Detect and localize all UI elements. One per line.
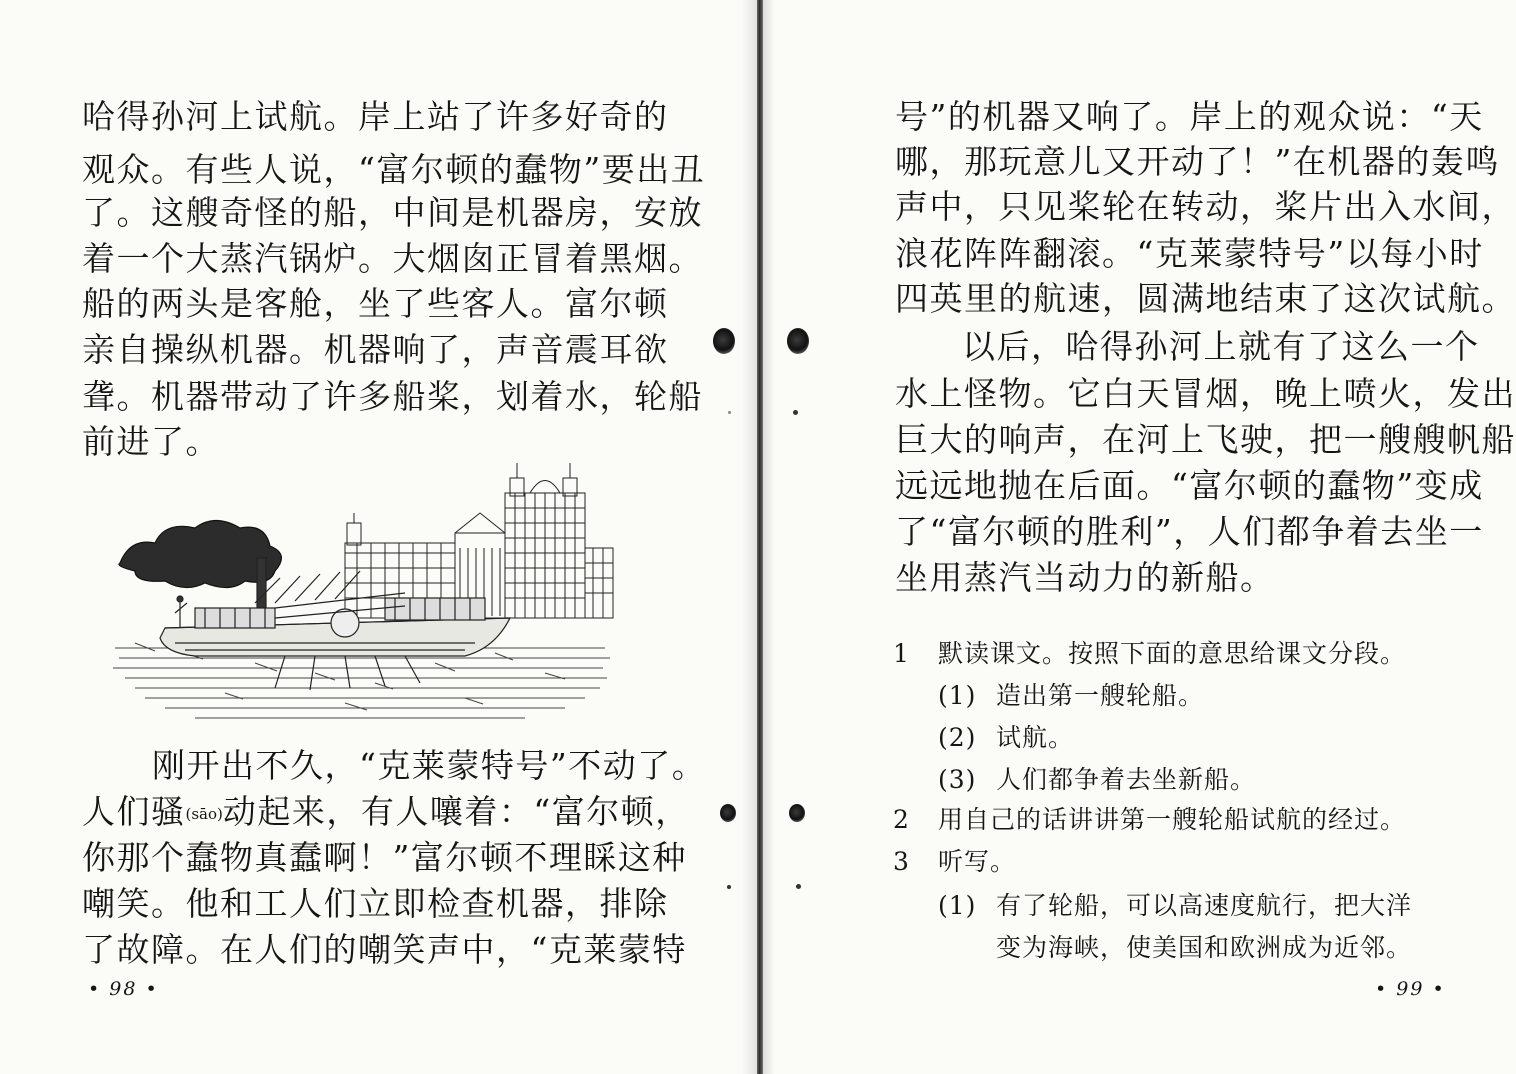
text-fragment: 动起来，有人嚷着：“富尔顿， [222,792,690,831]
exercise-number: 3 [893,847,910,876]
text-line: 声中，只见桨轮在转动，桨片出入水间， [895,187,1516,226]
exercise-text: 听写。 [938,847,1017,876]
text-line: 嘲笑。他和工人们立即检查机器，排除 [82,884,669,923]
text-line: 观众。有些人说，“富尔顿的蠢物”要出丑 [82,150,706,189]
exercise-number: 1 [893,639,910,668]
text-line: 刚开出不久，“克莱蒙特号”不动了。 [152,746,707,785]
text-line [82,790,690,836]
text-line: 哪，那玩意儿又开动了！”在机器的轰鸣 [895,142,1500,181]
text-line: 哈得孙河上试航。岸上站了许多好奇的 [82,97,669,136]
page-number: • 98 • [88,978,159,1000]
exercise-number: 2 [893,805,910,834]
text-line: 远远地抛在后面。“富尔顿的蠢物”变成 [895,466,1484,505]
steamboat-illustration [105,458,615,730]
pronunciation-note: (sāo) [185,805,223,823]
text-line: 亲自操纵机器。机器响了，声音震耳欲 [82,330,669,369]
text-fragment: 人们骚 [82,792,186,831]
exercise-subitem-text: 造出第一艘轮船。 [996,681,1205,710]
text-line: 你那个蠢物真蠢啊！”富尔顿不理睬这种 [82,838,687,877]
text-line: 了“富尔顿的胜利”，人们都争着去坐一 [895,512,1484,551]
exercise-subitem-number: (1) [938,681,977,710]
text-line: 坐用蒸汽当动力的新船。 [895,558,1275,597]
text-line: 聋。机器带动了许多船桨，划着水，轮船 [82,377,703,416]
text-line: 船的两头是客舱，坐了些客人。富尔顿 [82,284,669,323]
text-line: 以后，哈得孙河上就有了这么一个 [962,327,1480,366]
exercise-subitem-number: (1) [938,891,977,920]
text-line: 了。这艘奇怪的船，中间是机器房，安放 [82,193,703,232]
exercise-subitem-text: 试航。 [996,723,1075,752]
exercise-text: 默读课文。按照下面的意思给课文分段。 [938,639,1407,668]
text-line: 了故障。在人们的嘲笑声中，“克莱蒙特 [82,930,687,969]
exercise-subitem-text: 变为海峡，使美国和欧洲成为近邻。 [996,933,1413,962]
exercise-text: 用自己的话讲讲第一艘轮船试航的经过。 [938,805,1407,834]
exercise-subitem-number: (2) [938,723,977,752]
text-line: 水上怪物。它白天冒烟，晚上喷火，发出 [895,374,1516,413]
text-line: 浪花阵阵翻滚。“克莱蒙特号”以每小时 [895,234,1484,273]
right-page [760,0,1516,1074]
exercise-subitem-number: (3) [938,765,977,794]
text-line: 四英里的航速，圆满地结束了这次试航。 [895,279,1516,318]
text-line: 前进了。 [82,422,220,461]
text-line: 号”的机器又响了。岸上的观众说：“天 [895,97,1484,136]
page-number: • 99 • [1375,978,1446,1000]
text-line: 巨大的响声，在河上飞驶，把一艘艘帆船 [895,420,1516,459]
exercise-subitem-text: 有了轮船，可以高速度航行，把大洋 [996,891,1413,920]
text-line: 着一个大蒸汽锅炉。大烟囱正冒着黑烟。 [82,239,703,278]
exercise-subitem-text: 人们都争着去坐新船。 [996,765,1257,794]
left-page [0,0,757,1074]
